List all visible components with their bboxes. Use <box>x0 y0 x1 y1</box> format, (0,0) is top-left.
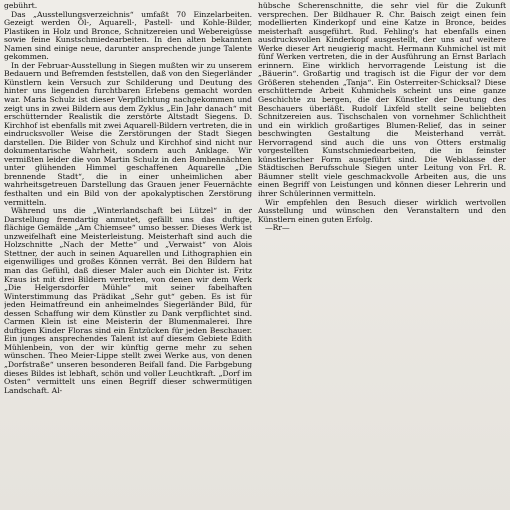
article-columns <box>4 2 506 510</box>
paragraph: hübsche Scherenschnitte, die sehr viel für die Zukunft versprechen. Der Bildhauer R. Chr. Baisch zeigt einen fein modellierten Kinderkopf und eine Katze in Bronce, beides meisterhaft ausgeführt. Rud. Fehling's hat ebenfalls einen ausdrucksvollen Kinderkopf ausgestellt, der uns auf weitere Werke dieser Art neugierig macht. Hermann Kuhmichel ist mit fünf Werken vertreten, die in der Ausführung an Ernst Barlach erinnern. Eine wirklich hervorragende Leistung ist die „Bäuerin“. Großartig und tragisch ist die Figur der vor dem Größeren stehenden „Tanja“. Ein Osterreiter-Schicksal? Diese erschütternde Arbeit Kuhmichels scheint uns eine ganze Geschichte zu bergen, die der Künstler der Deutung des Beschauers überläßt. Rudolf Lixfeld stellt seine beliebten Schnitzereien aus. Tischschalen von vornehmer Schlichtheit und ein wirklich großartiges Blumen-Relief, das in seiner beschwingten Gestaltung die Meisterhand verrät. Hervorragend sind auch die uns von Otters erstmalig vorgestellten Kunstschmiedearbeiten, die in feinster künstlerischer Form ausgeführt sind. Die Webklasse der Städtischen Berufsschule Siegen unter Leitung von Frl. R. Bäumner stellt viele geschmackvolle Arbeiten aus, die uns einen Begriff von Leistungen und können dieser Lehrerin und ihrer Schülerinnen vermitteln. <box>258 2 506 199</box>
paragraph: In der Februar-Ausstellung in Siegen mußten wir zu unserem Bedauern und Befremden feststellen, daß von den Siegerländer Künstlern kein Versuch zur Schilderung und Deutung des hinter uns liegenden furchtbaren Erlebens gemacht worden war. Maria Schulz ist dieser Verpflichtung nachgekommen und zeigt uns in zwei Bildern aus dem Zyklus „Ein Jahr danach“ mit erschütternder Realistik die zerstörte Altstadt Siegens. D. Kirchhof ist ebenfalls mit zwei Aquarell-Bildern vertreten, die in eindrucksvoller Weise die Zerstörungen der Stadt Siegen darstellen. Die Bilder von Schulz und Kirchhof sind nicht nur dokumentarische Wahrheit, sondern auch Anklage. Wir vermißten leider die von Martin Schulz in den Bombennächten unter glühenden Himmel geschaffenen Aquarelle „Die brennende Stadt“, die in einer unheimlichen aber wahrheitsgetreuen Darstellung das Grauen jener Feuernächte festhalten und ein Bild von der apokalyptischen Zerstörung vermitteln. <box>4 60 252 207</box>
author-signature: —Rr— <box>265 223 290 233</box>
paragraph: gebührt. <box>4 2 38 10</box>
paragraph: Wir empfehlen den Besuch dieser wirklich wertvollen Ausstellung und wünschen den Veranstaltern und den Künstlern einen guten Erfolg. <box>258 197 506 224</box>
paragraph: Während uns die „Winterlandschaft bei Lützel“ in der Darstellung fremdartig anmutet, gefällt uns das duftige, flächige Gemälde „Am Chiemsee“ umso besser. Dieses Werk ist unzweifelhaft eine Meisterleistung. Meisterhaft sind auch die Holzschnitte „Nach der Mette“ und „Verwaist“ von Alois Stettner, der auch in seinen Aquarellen und Lithographien ein eigenwilliges und großes Können verrät. Bei den Bildern hat man das Gefühl, daß dieser Maler auch ein Dichter ist. Fritz Kraus ist mit drei Bildern vertreten, von denen wir dem Werk „Die Helgersdorfer Mühle“ mit seiner fabelhaften Winterstimmung das Prädikat „Sehr gut“ geben. Es ist für jeden Heimatfreund ein anheimelndes Siegerländer Bild, für dessen Schaffung wir dem Künstler zu Dank verpflichtet sind. Carmen Klein ist eine Meisterin der Blumenmalerei. Ihre duftigen Kinder Floras sind ein Entzücken für jeden Beschauer. Ein junges ansprechendes Talent ist auf diesem Gebiete Edith Mühlenbein, von der wir künftig gerne mehr zu sehen wünschen. Theo Meier-Lippe stellt zwei Werke aus, von denen „Dorfstraße“ unseren besonderen Beifall fand. Die Farbgebung dieses Bildes ist lebhaft, schön und voller Leuchtkraft. „Dorf im Osten“ vermittelt uns einen Begriff dieser schwermütigen Landschaft. Al- <box>4 206 252 395</box>
left-column <box>4 2 252 510</box>
right-column <box>258 2 506 510</box>
paragraph: Das „Ausstellungsverzeichnis“ umfaßt 70 Einzelarbeiten. Gezeigt werden Öl-, Aquarell-, Pastell- und Kohle-Bilder, Plastiken in Holz und Bronce, Schnitzereien und Webereigüsse sowie feine Kunstschmiedearbeiten. In den alten bekannten Namen sind einige neue, darunter ansprechende junge Talente gekommen. <box>4 9 252 62</box>
